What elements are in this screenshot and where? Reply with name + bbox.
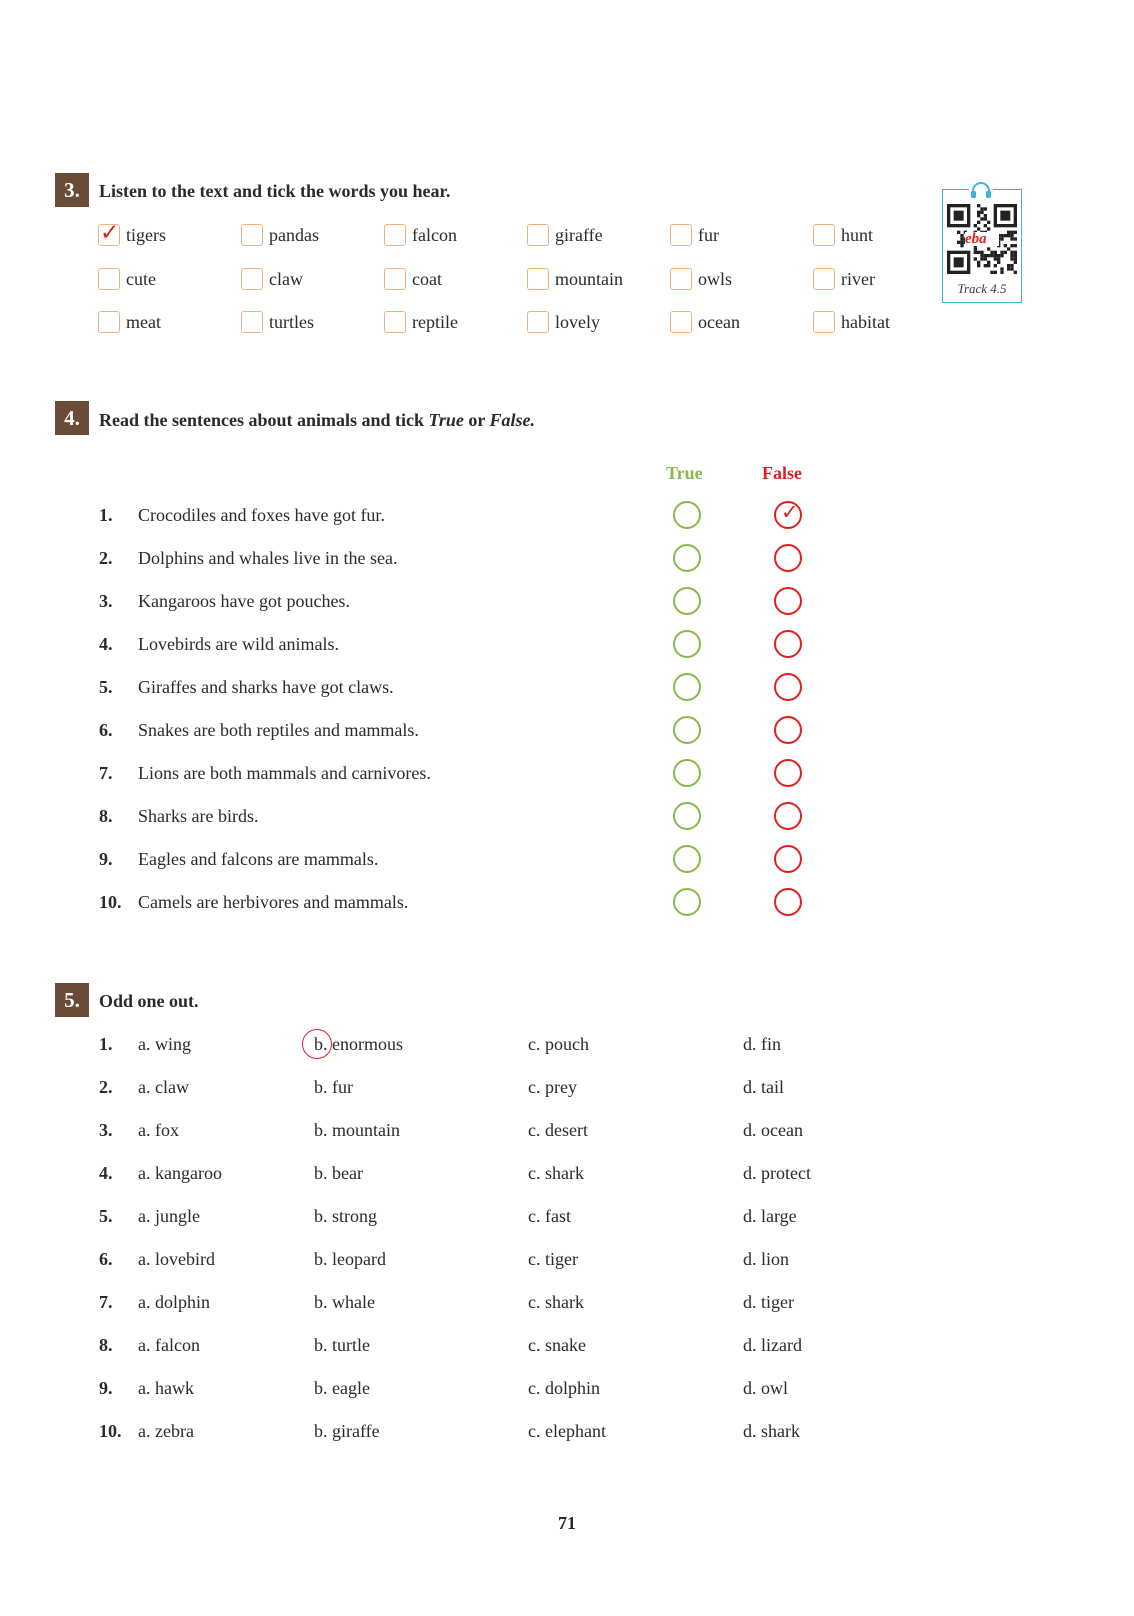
statement-text: Crocodiles and foxes have got fur. [138, 505, 385, 525]
word-option[interactable] [670, 266, 732, 292]
statement-number: 8. [99, 806, 113, 826]
option-a[interactable]: a. falcon [138, 1335, 200, 1355]
false-answer-circle[interactable] [774, 802, 802, 830]
option-b[interactable]: b. bear [314, 1163, 363, 1183]
option-d[interactable]: d. lizard [743, 1335, 802, 1355]
true-answer-circle[interactable] [673, 501, 701, 529]
option-b[interactable]: b. enormous [314, 1034, 403, 1054]
word-label: tigers [126, 224, 166, 245]
statement-text: Lions are both mammals and carnivores. [138, 763, 431, 783]
page-number: 71 [558, 1513, 576, 1533]
statement-text: Giraffes and sharks have got claws. [138, 677, 394, 697]
true-answer-circle[interactable] [673, 888, 701, 916]
word-option[interactable] [241, 222, 319, 248]
word-checkbox[interactable] [98, 220, 120, 246]
word-option[interactable] [98, 309, 161, 335]
option-d[interactable]: d. tail [743, 1077, 784, 1097]
statement-text: Dolphins and whales live in the sea. [138, 548, 398, 568]
option-d[interactable]: d. lion [743, 1249, 790, 1269]
word-option[interactable] [670, 309, 740, 335]
word-option[interactable] [813, 222, 873, 248]
option-a[interactable]: a. dolphin [138, 1292, 210, 1312]
question-number: 6. [99, 1249, 113, 1269]
question-number: 7. [99, 1292, 113, 1312]
question-number: 2. [99, 1077, 113, 1097]
question-number: 4. [99, 1163, 113, 1183]
option-d[interactable]: d. ocean [743, 1120, 803, 1140]
true-answer-circle[interactable] [673, 802, 701, 830]
word-option[interactable] [527, 222, 603, 248]
statement-text: Lovebirds are wild animals. [138, 634, 339, 654]
exercise-4-number: 4. [55, 401, 89, 435]
option-d[interactable]: d. tiger [743, 1292, 794, 1312]
word-label: giraffe [555, 224, 603, 245]
word-checkbox[interactable] [813, 311, 835, 333]
audio-track-card[interactable] [942, 189, 1022, 303]
word-checkbox[interactable] [98, 268, 120, 290]
false-answer-circle[interactable] [774, 587, 802, 615]
word-label: hunt [841, 224, 874, 245]
word-label: pandas [269, 224, 319, 245]
headphones-icon [969, 181, 993, 199]
word-label: falcon [412, 224, 457, 245]
option-a[interactable]: a. lovebird [138, 1249, 215, 1269]
statement-number: 3. [99, 591, 113, 611]
option-a[interactable]: a. wing [138, 1034, 191, 1054]
exercise-5-title: Odd one out. [99, 991, 199, 1011]
statement-number: 7. [99, 763, 113, 783]
option-d[interactable]: d. owl [743, 1378, 788, 1398]
option-b[interactable]: b. turtle [314, 1335, 370, 1355]
word-checkbox[interactable] [527, 311, 549, 333]
answer-circle-mark [302, 1029, 332, 1059]
word-label: ocean [698, 311, 740, 332]
word-label: river [841, 268, 875, 289]
exercise-3-title: Listen to the text and tick the words you hear. [99, 181, 451, 201]
word-label: claw [269, 268, 303, 289]
option-c[interactable]: c. dolphin [528, 1378, 600, 1398]
option-b[interactable]: b. fur [314, 1077, 353, 1097]
question-number: 8. [99, 1335, 113, 1355]
statement-number: 1. [99, 505, 113, 525]
word-option[interactable] [813, 309, 890, 335]
option-c[interactable]: c. elephant [528, 1421, 606, 1441]
exercise-4-title-text: Read the sentences about animals and tick [99, 410, 429, 430]
true-answer-circle[interactable] [673, 845, 701, 873]
word-option[interactable] [384, 309, 458, 335]
statement-number: 4. [99, 634, 113, 654]
word-checkbox[interactable] [241, 311, 263, 333]
word-checkbox[interactable] [384, 224, 406, 246]
option-d[interactable]: d. protect [743, 1163, 811, 1183]
word-checkbox[interactable] [384, 311, 406, 333]
option-b[interactable]: b. mountain [314, 1120, 400, 1140]
word-checkbox[interactable] [241, 224, 263, 246]
question-number: 1. [99, 1034, 113, 1054]
false-answer-circle[interactable] [774, 630, 802, 658]
true-column-header: True [666, 463, 703, 483]
true-answer-circle[interactable] [673, 587, 701, 615]
option-b[interactable]: b. leopard [314, 1249, 386, 1269]
option-a[interactable]: a. kangaroo [138, 1163, 222, 1183]
statement-number: 2. [99, 548, 113, 568]
false-answer-circle[interactable] [774, 716, 802, 744]
option-c[interactable]: c. shark [528, 1292, 584, 1312]
true-answer-circle[interactable] [673, 630, 701, 658]
word-label: lovely [555, 311, 600, 332]
word-checkbox[interactable] [813, 224, 835, 246]
option-c[interactable]: c. snake [528, 1335, 586, 1355]
option-b[interactable]: b. giraffe [314, 1421, 380, 1441]
statement-text: Kangaroos have got pouches. [138, 591, 350, 611]
word-option[interactable] [384, 222, 457, 248]
option-d[interactable]: d. shark [743, 1421, 800, 1441]
false-answer-circle[interactable] [774, 544, 802, 572]
option-c[interactable]: c. desert [528, 1120, 588, 1140]
word-checkbox[interactable] [670, 311, 692, 333]
false-answer-circle[interactable] [774, 673, 802, 701]
checkmark-icon: ✓ [781, 500, 799, 524]
exercise-4-title-true: True [428, 410, 464, 430]
option-a[interactable]: a. fox [138, 1120, 179, 1140]
word-option[interactable] [241, 309, 314, 335]
option-a[interactable]: a. jungle [138, 1206, 200, 1226]
word-label: owls [698, 268, 733, 289]
word-checkbox[interactable] [813, 268, 835, 290]
option-c[interactable]: c. fast [528, 1206, 571, 1226]
word-checkbox[interactable] [670, 268, 692, 290]
word-checkbox[interactable] [670, 224, 692, 246]
option-b[interactable]: b. whale [314, 1292, 375, 1312]
word-option[interactable] [670, 222, 719, 248]
word-checkbox[interactable] [384, 268, 406, 290]
word-checkbox[interactable] [527, 224, 549, 246]
qr-logo: eba [965, 231, 987, 247]
word-label: turtles [269, 311, 314, 332]
word-option[interactable] [527, 266, 623, 292]
option-a[interactable]: a. hawk [138, 1378, 194, 1398]
word-checkbox[interactable] [241, 268, 263, 290]
false-column-header: False [762, 463, 802, 483]
word-option[interactable] [98, 266, 156, 292]
statement-text: Camels are herbivores and mammals. [138, 892, 409, 912]
option-c[interactable]: c. pouch [528, 1034, 589, 1054]
option-d[interactable]: d. large [743, 1206, 797, 1226]
word-checkbox[interactable] [527, 268, 549, 290]
statement-text: Snakes are both reptiles and mammals. [138, 720, 419, 740]
word-label: cute [126, 268, 156, 289]
statement-number: 9. [99, 849, 113, 869]
option-c[interactable]: c. shark [528, 1163, 584, 1183]
question-number: 10. [99, 1421, 122, 1441]
option-a[interactable]: a. zebra [138, 1421, 194, 1441]
question-number: 3. [99, 1120, 113, 1140]
option-b[interactable]: b. eagle [314, 1378, 370, 1398]
false-answer-circle[interactable] [774, 888, 802, 916]
option-c[interactable]: c. prey [528, 1077, 577, 1097]
exercise-3-number: 3. [55, 173, 89, 207]
true-answer-circle[interactable] [673, 544, 701, 572]
statement-number: 10. [99, 892, 122, 912]
false-answer-circle[interactable] [774, 845, 802, 873]
word-option[interactable] [384, 266, 442, 292]
exercise-4-title [99, 409, 535, 431]
question-number: 9. [99, 1378, 113, 1398]
false-answer-circle[interactable] [774, 501, 802, 529]
word-option[interactable] [98, 222, 166, 248]
exercise-5-number: 5. [55, 983, 89, 1017]
word-label: coat [412, 268, 442, 289]
word-label: habitat [841, 311, 890, 332]
false-answer-circle[interactable] [774, 759, 802, 787]
option-c[interactable]: c. tiger [528, 1249, 578, 1269]
option-d[interactable]: d. fin [743, 1034, 781, 1054]
statement-text: Sharks are birds. [138, 806, 259, 826]
statement-number: 6. [99, 720, 113, 740]
word-option[interactable] [241, 266, 303, 292]
word-checkbox[interactable] [98, 311, 120, 333]
word-label: mountain [555, 268, 623, 289]
track-label: Track 4.5 [957, 281, 1007, 296]
word-label: meat [126, 311, 161, 332]
word-label: fur [698, 224, 719, 245]
exercise-4-title-or: or [463, 410, 490, 430]
true-answer-circle[interactable] [673, 716, 701, 744]
statement-number: 5. [99, 677, 113, 697]
word-option[interactable] [813, 266, 875, 292]
true-answer-circle[interactable] [673, 759, 701, 787]
question-number: 5. [99, 1206, 113, 1226]
exercise-4-title-false: False. [489, 410, 536, 430]
checkmark-icon: ✓ [100, 220, 120, 245]
word-label: reptile [412, 311, 458, 332]
option-a[interactable]: a. claw [138, 1077, 189, 1097]
word-option[interactable] [527, 309, 600, 335]
option-b[interactable]: b. strong [314, 1206, 377, 1226]
true-answer-circle[interactable] [673, 673, 701, 701]
statement-text: Eagles and falcons are mammals. [138, 849, 379, 869]
